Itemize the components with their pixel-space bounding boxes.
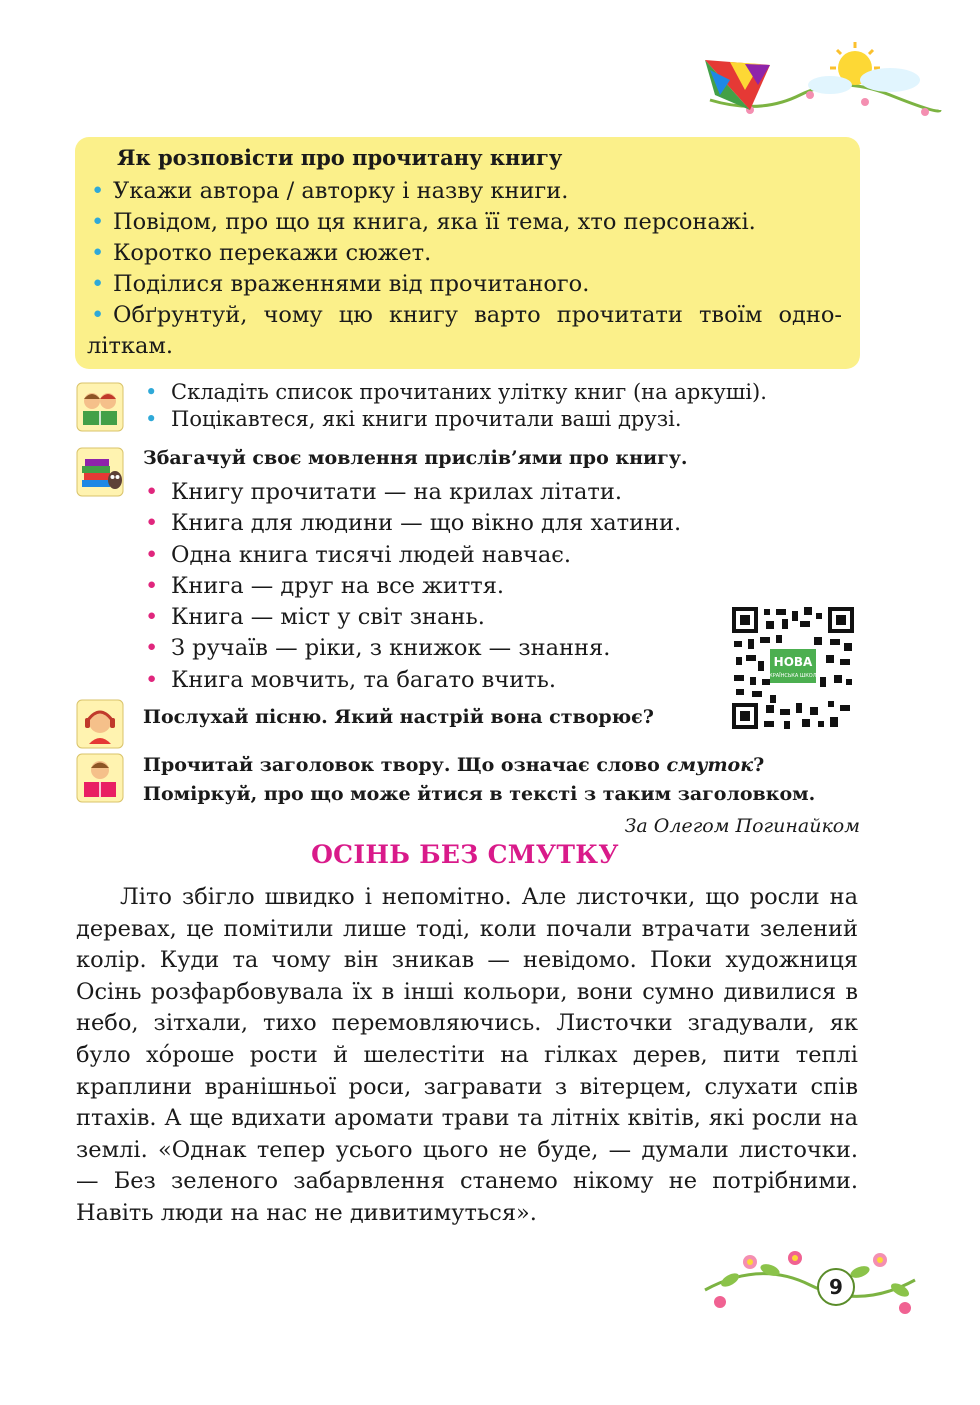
box-item: • Повідом, про що ця книга, яка її тема, хто персонажі. bbox=[87, 207, 842, 238]
proverb-item: • Книгу прочитати — на крилах літати. bbox=[143, 477, 681, 508]
qr-code[interactable] bbox=[730, 605, 856, 731]
story-author: За Олегом Погинайком bbox=[624, 815, 860, 837]
proverb-item: • Книга — міст у світ знань. bbox=[143, 602, 681, 633]
story-title: ОСІНЬ БЕЗ СМУТКУ bbox=[311, 840, 619, 869]
task1-item: • Поцікавтеся, які книги прочитали ваші друзі. bbox=[143, 406, 767, 433]
kite-sun-decoration bbox=[690, 40, 950, 135]
task3-text: Послухай пісню. Який настрій вона створює? bbox=[143, 706, 654, 728]
task4-line1-text: Прочитай заголовок твору. Що означає слово bbox=[143, 754, 667, 776]
how-to-tell-about-book-box bbox=[75, 137, 860, 369]
box-item-line: • Обґрунтуй, чому цю книгу варто прочитати твоїм одно- bbox=[113, 302, 842, 328]
task1-item: • Складіть список прочитаних улітку книг (на аркуші). bbox=[143, 379, 767, 406]
box-item-line: літкам. bbox=[87, 333, 174, 359]
box-list bbox=[87, 176, 842, 362]
flower-decoration bbox=[700, 1240, 920, 1320]
child-reading-book-icon bbox=[75, 752, 125, 804]
kids-reading-icon bbox=[75, 381, 125, 433]
box-item: • Коротко перекажи сюжет. bbox=[87, 238, 842, 269]
qr-badge-title: НОВА bbox=[773, 655, 813, 669]
proverbs-list bbox=[143, 477, 681, 696]
box-item: • Поділися враженнями від прочитаного. bbox=[87, 269, 842, 300]
task4-text bbox=[143, 751, 815, 809]
headphones-listening-icon bbox=[75, 698, 125, 750]
story-text bbox=[76, 882, 858, 1230]
books-owl-icon bbox=[75, 446, 125, 498]
page-number: 9 bbox=[817, 1268, 855, 1306]
task4-line2: Поміркуй, про що може йтися в тексті з таким заголовком. bbox=[143, 783, 816, 805]
box-title: Як розповісти про прочитану книгу bbox=[117, 145, 563, 170]
task2-heading: Збагачуй своє мовлення прислів’ями про книгу. bbox=[143, 447, 688, 469]
proverb-item: • З ручаїв — ріки, з книжок — знання. bbox=[143, 633, 681, 664]
story-paragraph: Літо збігло швидко і непомітно. Але листочки, що росли на деревах, це помітили лише тоді, коли почали втрачати зелений колір. Куди та чому він зникав — невідомо. Поки художниця Осінь розфарбовувала їх в інші кольори, вони сумно дивилися в небо, зітхали, тихо перемовляючись. Листочки згадували, як було хо́роше рости й шелестіти на гілках дерев, пити теплі краплини вранішньої роси, загравати з вітерцем, слухати спів птахів. А ще вдихати аромати трави та літніх квітів, які росли на землі. «Однак тепер усього цього не буде, — думали листочки. — Без зеленого забарвлення станемо нікому не потрібними. Навіть люди на нас не дивитимуться». bbox=[76, 884, 858, 1226]
proverb-item: • Книга мовчить, та багато вчить. bbox=[143, 665, 681, 696]
proverb-item: • Книга для людини — що вікно для хатини. bbox=[143, 508, 681, 539]
proverb-item: • Одна книга тисячі людей навчає. bbox=[143, 540, 681, 571]
qr-badge-subtitle: УКРАЇНСЬКА ШКОЛА bbox=[766, 673, 820, 679]
box-item: • Укажи автора / авторку і назву книги. bbox=[87, 176, 842, 207]
task1-list bbox=[143, 379, 767, 433]
proverb-item: • Книга — друг на все життя. bbox=[143, 571, 681, 602]
task4-line1-end: ? bbox=[753, 754, 765, 776]
task4-keyword: смуток bbox=[666, 754, 754, 776]
box-item bbox=[87, 300, 842, 362]
